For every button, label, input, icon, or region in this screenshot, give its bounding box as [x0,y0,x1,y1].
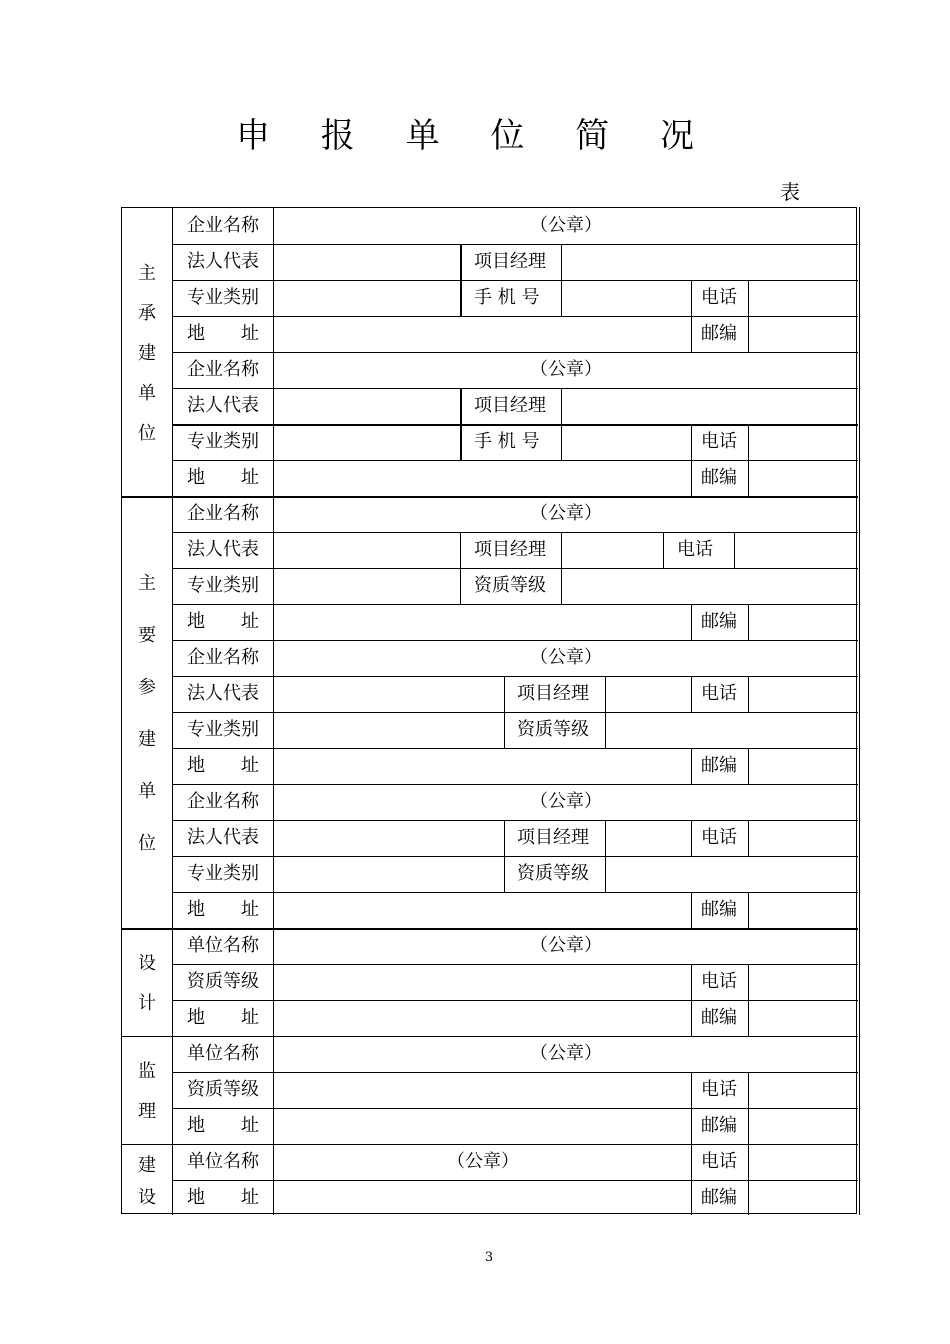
project-manager-label: 项目经理 [474,251,546,272]
seal-placeholder: （公章） [530,215,602,236]
row-divider [172,640,858,641]
row-divider [172,532,858,533]
specialty-label: 专业类别 [187,719,259,740]
column-divider [748,1072,749,1144]
qualification-label: 资质等级 [474,575,546,596]
column-divider [504,820,505,892]
page-number: 3 [484,1250,494,1265]
group-label-char: 单 [138,383,156,404]
group-label-char: 承 [138,303,156,324]
group-label-char: 设 [138,1186,156,1208]
column-divider [748,424,749,496]
group-label-char: 建 [138,343,156,364]
qualification-label: 资质等级 [517,863,589,884]
row-divider [172,1180,858,1181]
unit-name-label: 单位名称 [187,1151,259,1172]
phone-label: 电话 [701,1079,737,1100]
unit-name-label: 单位名称 [187,1043,259,1064]
legal-rep-label: 法人代表 [187,251,259,272]
mobile-label: 手 机 号 [474,287,540,308]
row-divider [172,784,858,785]
column-divider [561,388,562,460]
specialty-label: 专业类别 [187,287,259,308]
column-divider [504,676,505,748]
legal-rep-label: 法人代表 [187,539,259,560]
group-label-char: 要 [138,625,156,646]
column-divider [691,280,692,352]
row-divider [122,496,858,498]
qualification-label: 资质等级 [187,971,259,992]
column-divider [460,388,462,460]
row-divider [172,316,858,317]
table-tag: 表 [780,180,800,204]
company-name-label: 企业名称 [187,359,259,380]
group-label-char: 理 [138,1101,156,1122]
project-manager-label: 项目经理 [517,827,589,848]
phone-label: 电话 [701,287,737,308]
address-label: 地 址 [187,467,259,488]
unit-name-label: 单位名称 [187,935,259,956]
project-manager-label: 项目经理 [474,539,546,560]
seal-placeholder: （公章） [530,791,602,812]
row-divider [172,748,858,749]
column-divider [748,676,749,712]
column-divider [734,532,735,568]
column-divider [748,280,749,352]
row-divider [172,964,858,965]
row-divider [172,460,858,461]
seal-placeholder: （公章） [447,1151,519,1172]
column-divider [691,424,692,496]
row-divider [172,244,858,245]
phone-label: 电话 [701,971,737,992]
phone-label: 电话 [701,683,737,704]
group-client [122,1144,172,1215]
column-divider [691,1144,692,1215]
address-label: 地 址 [187,1186,259,1208]
group-label-char: 监 [138,1061,156,1082]
row-divider [172,820,858,821]
address-label: 地 址 [187,755,259,776]
page-title: 申 报 单 位 简 况 [235,116,715,156]
row-divider [172,388,858,389]
column-divider [691,820,692,856]
group-design [122,928,172,1036]
column-divider [691,964,692,1036]
seal-placeholder: （公章） [530,503,602,524]
column-divider [460,244,462,316]
row-divider [172,604,858,605]
row-divider [172,352,858,353]
company-name-label: 企业名称 [187,215,259,236]
group-main-contractor [122,208,172,496]
phone-label: 电话 [677,539,713,560]
postcode-label: 邮编 [701,1007,737,1028]
row-divider [122,1036,858,1037]
specialty-label: 专业类别 [187,431,259,452]
column-divider [561,532,562,604]
column-divider [691,892,692,928]
postcode-label: 邮编 [701,611,737,632]
group-label-char: 设 [138,953,156,974]
group-label-char: 参 [138,677,156,698]
specialty-label: 专业类别 [187,863,259,884]
column-divider [748,748,749,784]
group-label-char: 位 [138,833,156,854]
address-label: 地 址 [187,1115,259,1136]
group-label-char: 建 [138,1154,156,1176]
column-divider [460,532,461,604]
column-divider [748,1144,749,1215]
group-label-char: 单 [138,781,156,802]
group-label-char: 主 [138,263,156,284]
legal-rep-label: 法人代表 [187,395,259,416]
seal-placeholder: （公章） [530,935,602,956]
column-divider [605,676,606,748]
column-divider [691,676,692,712]
seal-placeholder: （公章） [530,1043,602,1064]
row-divider [172,568,858,569]
row-divider [172,676,858,677]
legal-rep-label: 法人代表 [187,683,259,704]
seal-placeholder: （公章） [530,647,602,668]
column-divider [748,604,749,640]
group-label-char: 计 [138,993,156,1014]
row-divider [122,928,858,930]
column-divider [605,820,606,892]
company-name-label: 企业名称 [187,647,259,668]
company-name-label: 企业名称 [187,791,259,812]
column-divider [691,604,692,640]
declaration-form-table [121,207,857,1214]
project-manager-label: 项目经理 [517,683,589,704]
row-divider [172,856,858,857]
row-divider [172,1108,858,1109]
column-divider [561,244,562,316]
group-supervision [122,1036,172,1144]
row-divider [172,1072,858,1073]
row-divider [172,280,858,281]
address-label: 地 址 [187,323,259,344]
address-label: 地 址 [187,611,259,632]
group-label-char: 位 [138,423,156,444]
group-participating [122,496,172,928]
group-label-char: 主 [138,573,156,594]
postcode-label: 邮编 [701,899,737,920]
column-divider [691,748,692,784]
postcode-label: 邮编 [701,1115,737,1136]
row-divider [172,892,858,893]
qualification-label: 资质等级 [187,1079,259,1100]
column-divider [748,892,749,928]
postcode-label: 邮编 [701,1186,737,1208]
mobile-label: 手 机 号 [474,431,540,452]
phone-label: 电话 [701,431,737,452]
column-divider [748,820,749,856]
company-name-label: 企业名称 [187,503,259,524]
row-divider [172,424,858,426]
specialty-label: 专业类别 [187,575,259,596]
qualification-label: 资质等级 [517,719,589,740]
legal-rep-label: 法人代表 [187,827,259,848]
postcode-label: 邮编 [701,467,737,488]
column-divider [663,532,664,568]
group-label-char: 建 [138,729,156,750]
phone-label: 电话 [701,827,737,848]
phone-label: 电话 [701,1151,737,1172]
address-label: 地 址 [187,899,259,920]
row-divider [172,1000,858,1001]
column-divider [748,964,749,1036]
seal-placeholder: （公章） [530,359,602,380]
column-divider [691,1072,692,1144]
postcode-label: 邮编 [701,755,737,776]
row-divider [172,712,858,713]
address-label: 地 址 [187,1007,259,1028]
project-manager-label: 项目经理 [474,395,546,416]
postcode-label: 邮编 [701,323,737,344]
